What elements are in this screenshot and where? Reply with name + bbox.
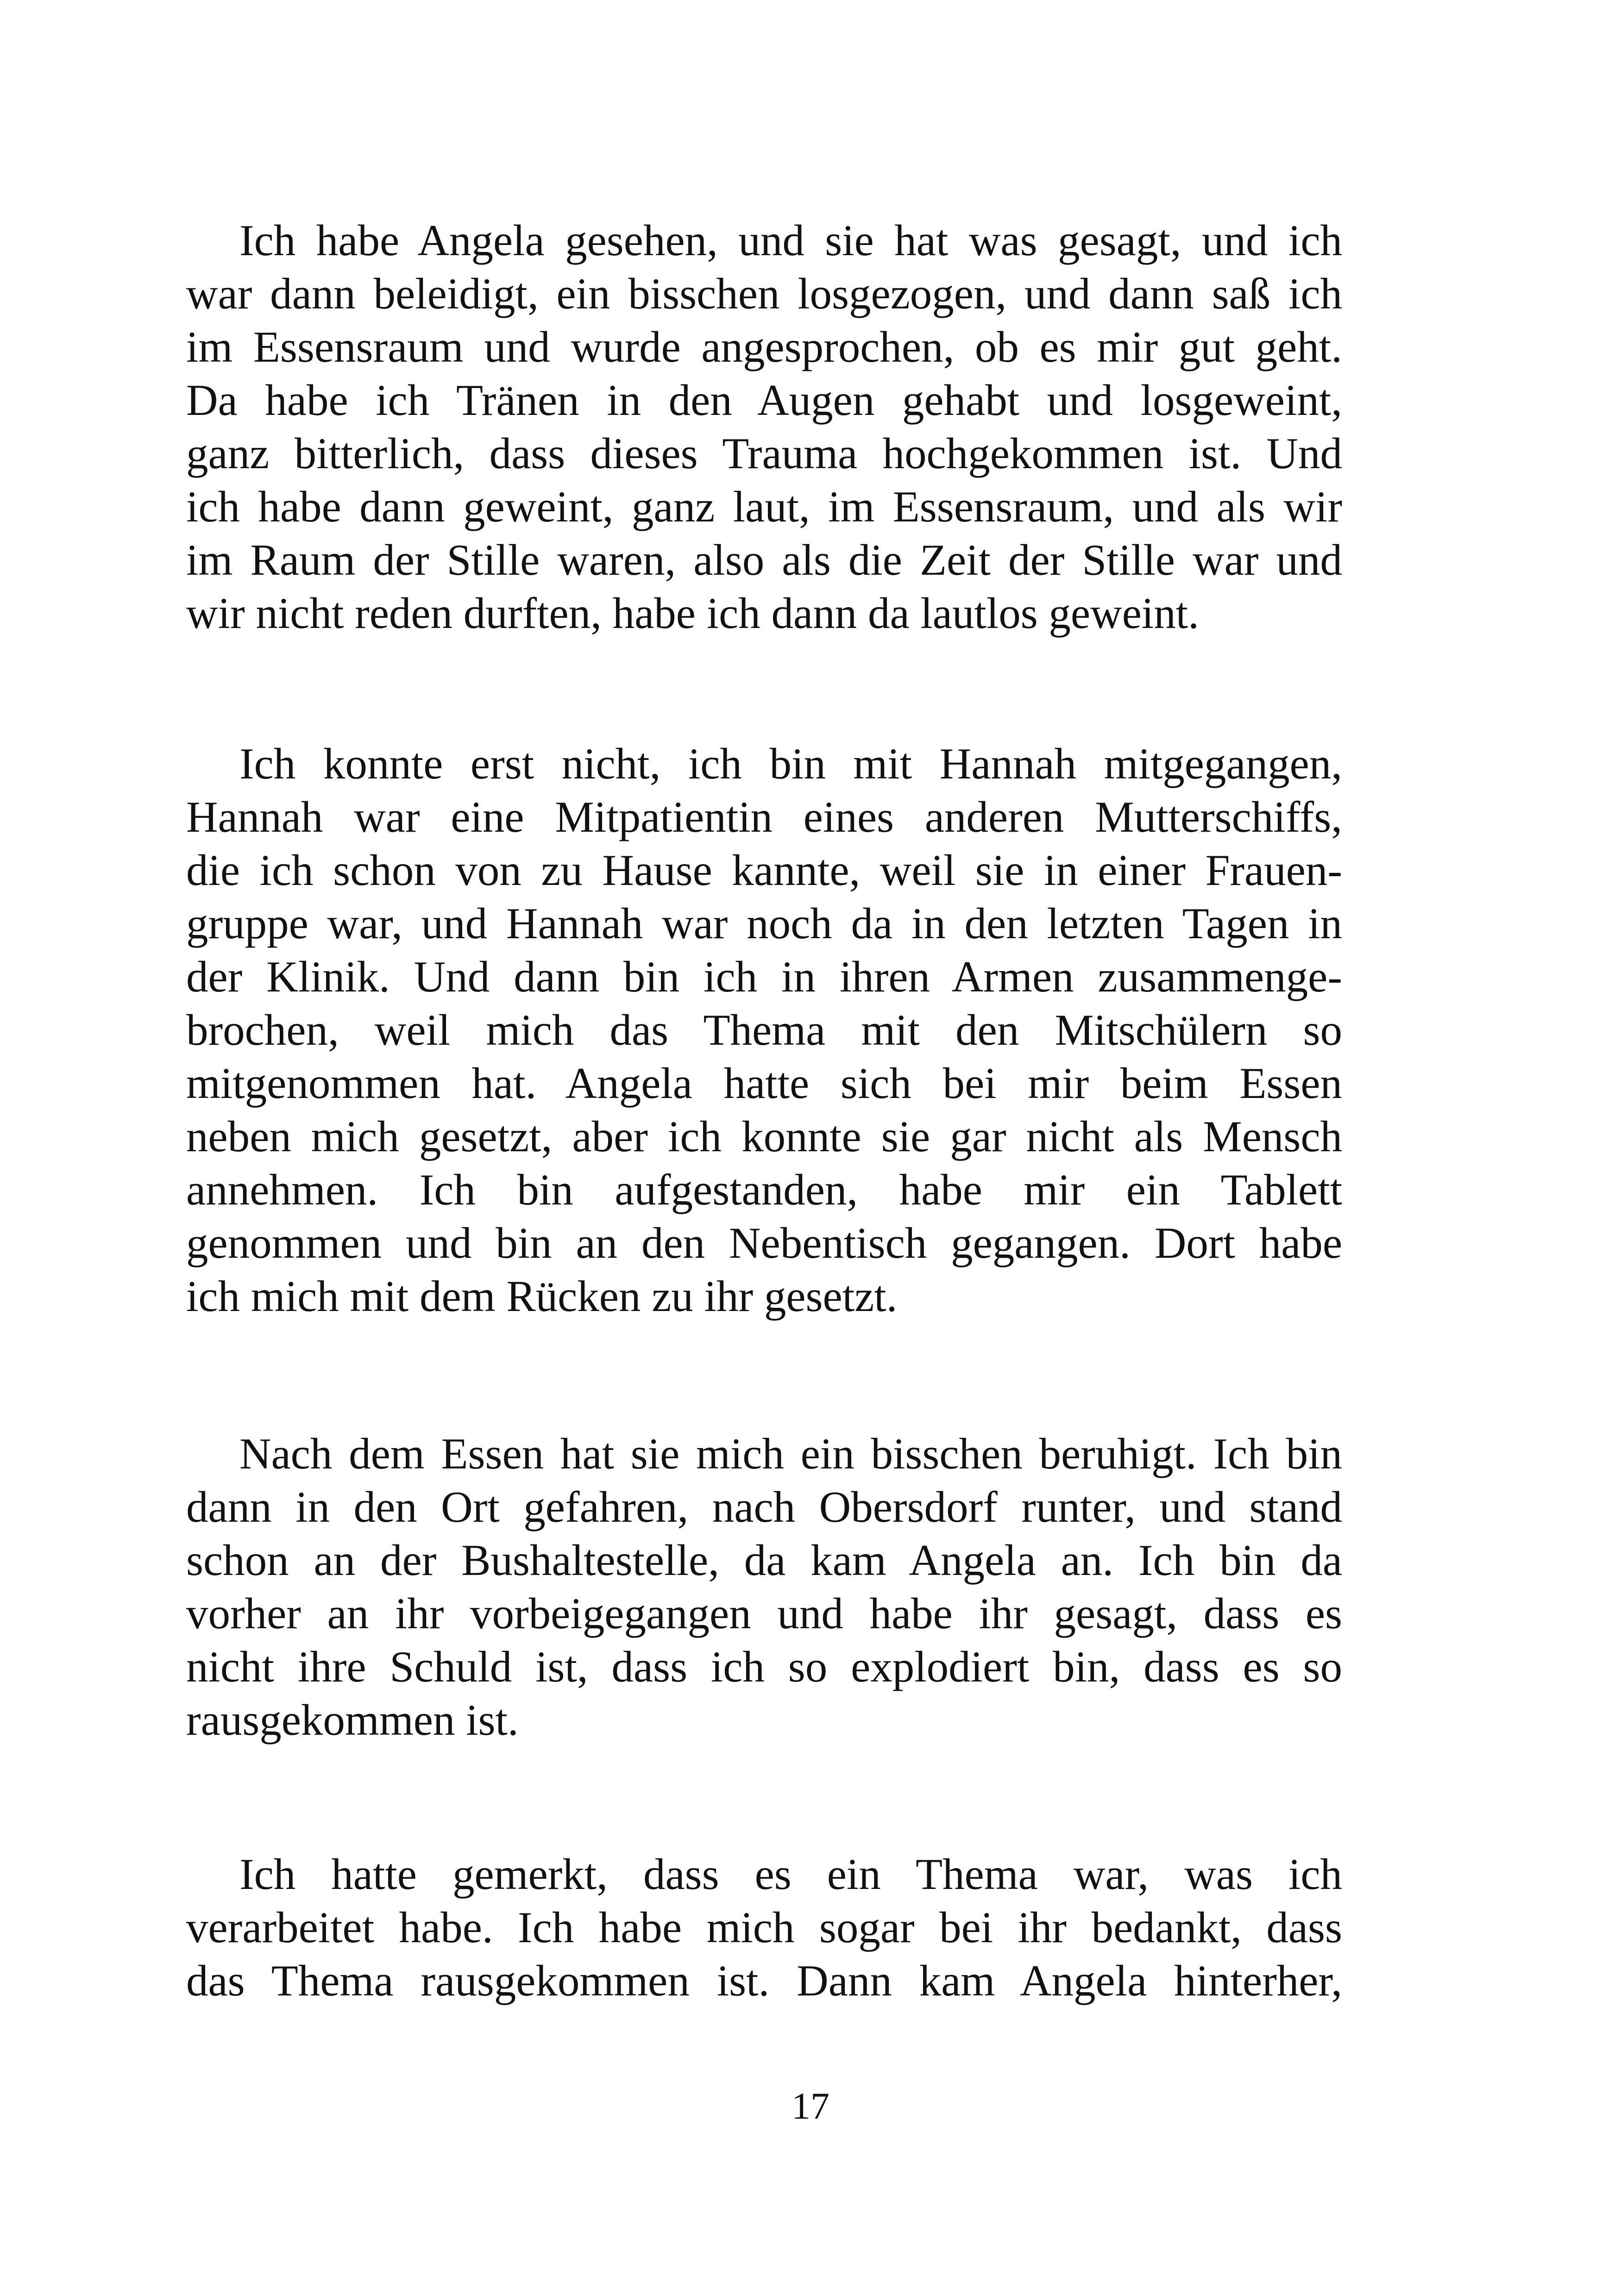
paragraph-1: [186, 214, 1342, 640]
text-line: der Klinik. Und dann bin ich in ihren Armen zusammenge-: [186, 952, 1342, 1001]
text-line: genommen und bin an den Nebentisch gegangen. Dort habe: [186, 1218, 1342, 1267]
text-line: war dann beleidigt, ein bisschen losgezogen, und dann saß ich: [186, 269, 1342, 318]
text-line: ich mich mit dem Rücken zu ihr gesetzt.: [186, 1272, 898, 1321]
text-line: Hannah war eine Mitpatientin eines anderen Mutterschiffs,: [186, 792, 1342, 841]
text-line: brochen, weil mich das Thema mit den Mitschülern so: [186, 1005, 1342, 1054]
text-line: ganz bitterlich, dass dieses Trauma hochgekommen ist. Und: [186, 429, 1342, 478]
text-line: dann in den Ort gefahren, nach Obersdorf runter, und stand: [186, 1482, 1342, 1531]
page-number: 17: [792, 2085, 829, 2127]
text-line: schon an der Bushaltestelle, da kam Angela an. Ich bin da: [186, 1536, 1342, 1585]
text-line: Nach dem Essen hat sie mich ein bisschen beruhigt. Ich bin: [239, 1429, 1342, 1478]
paragraph-4: [186, 1848, 1342, 2007]
text-line: gruppe war, und Hannah war noch da in den letzten Tagen in: [186, 899, 1342, 948]
text-line: ich habe dann geweint, ganz laut, im Essensraum, und als wir: [186, 482, 1342, 531]
text-line: neben mich gesetzt, aber ich konnte sie gar nicht als Mensch: [186, 1112, 1342, 1161]
text-line: wir nicht reden durften, habe ich dann da lautlos geweint.: [186, 589, 1199, 638]
text-line: mitgenommen hat. Angela hatte sich bei mir beim Essen: [186, 1059, 1342, 1108]
text-line: verarbeitet habe. Ich habe mich sogar bei ihr bedankt, dass: [186, 1903, 1342, 1952]
text-line: Da habe ich Tränen in den Augen gehabt und losgeweint,: [186, 376, 1342, 425]
text-line: nicht ihre Schuld ist, dass ich so explodiert bin, dass es so: [186, 1642, 1342, 1691]
text-line: vorher an ihr vorbeigegangen und habe ihr gesagt, dass es: [186, 1589, 1342, 1638]
paragraph-3: [186, 1427, 1342, 1747]
text-line: Ich konnte erst nicht, ich bin mit Hannah mitgegangen,: [239, 739, 1342, 788]
text-line: annehmen. Ich bin aufgestanden, habe mir ein Tablett: [186, 1165, 1342, 1214]
text-line: das Thema rausgekommen ist. Dann kam Angela hinterher,: [186, 1956, 1342, 2005]
text-line: die ich schon von zu Hause kannte, weil sie in einer Frauen-: [186, 846, 1342, 895]
text-line: im Raum der Stille waren, also als die Zeit der Stille war und: [186, 535, 1342, 584]
text-line: Ich hatte gemerkt, dass es ein Thema war, was ich: [239, 1850, 1342, 1899]
text-line: im Essensraum und wurde angesprochen, ob es mir gut geht.: [186, 322, 1342, 371]
text-line: rausgekommen ist.: [186, 1695, 519, 1744]
text-line: Ich habe Angela gesehen, und sie hat was gesagt, und ich: [239, 216, 1342, 265]
paragraph-2: [186, 737, 1342, 1323]
